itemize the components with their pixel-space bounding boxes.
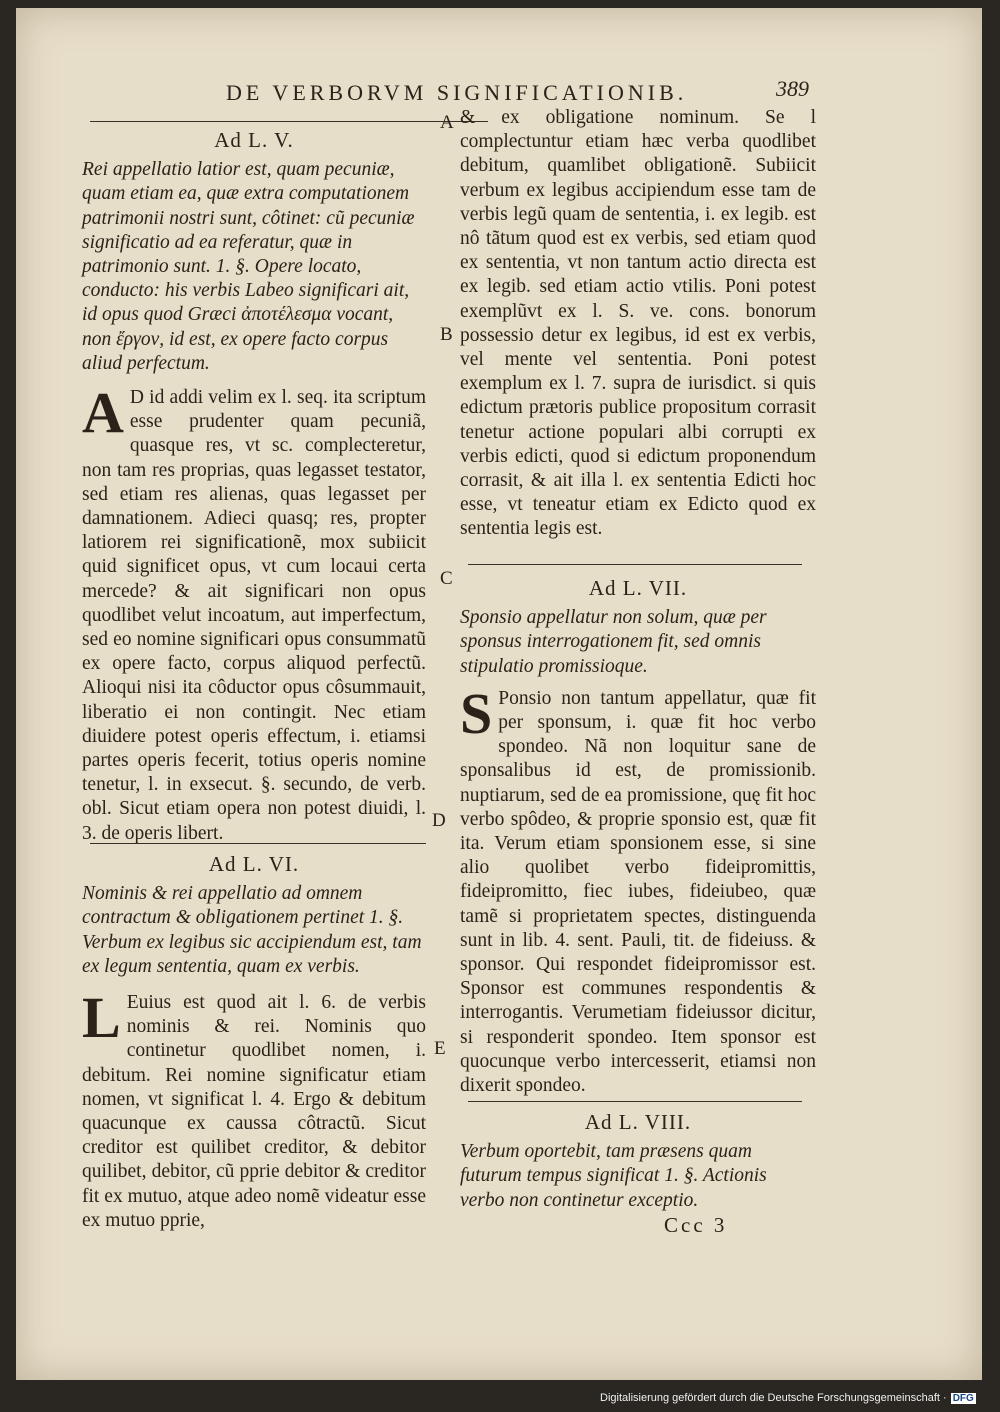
- running-head: DE VERBORVM SIGNIFICATIONIB.: [226, 80, 688, 105]
- margin-letter: B: [440, 324, 453, 345]
- right-column-middle: [460, 576, 816, 1098]
- page: [16, 8, 982, 1380]
- drop-capital: S: [460, 680, 493, 746]
- footer-text: Digitalisierung gefördert durch die Deutsche Forschungsgemeinschaft ·: [600, 1392, 947, 1404]
- footer: [600, 1392, 976, 1404]
- drop-capital: L: [82, 985, 121, 1051]
- lemma: Rei appellatio latior est, quam pecuniæ, quam etiam ea, quæ extra computationem patrimonii nostri sunt, côtinet: cũ pecuniæ significatio ad ea referatur, quæ in patrimonio sunt. 1. §. Opere locato, conducto: his verbis Labeo significari ait, id opus quod Græci ἀποτέλεσμα vocant, non ἔργον, id est, ex opere facto corpus aliud perfectum.: [82, 159, 415, 374]
- right-column: [460, 106, 816, 542]
- section-heading: Ad L. VIII.: [584, 1110, 692, 1134]
- rule: [90, 843, 426, 844]
- rule: [468, 1101, 802, 1102]
- margin-letter: A: [440, 112, 454, 133]
- margin-letter: E: [434, 1038, 446, 1059]
- margin-letter: C: [440, 568, 453, 589]
- commentary-text: Ponsio non tantum appellatur, quæ fit per sponsum, i. quæ fit hoc verbo spondeo. Nã non loquitur sane de sponsalibus id est, de promissionib. nuptiarum, sed de ea promissione, quę fit hoc verbo spôdeo, & proprie sponsio est, quæ fit ita. Verum etiam sponsionem esse, si sine alio quolibet verbo fideipromittis, fideipromitto, fiec iubes, fideiubeo, quæ tamẽ si proprietatem spectes, distinguenda sunt in lib. 4. sent. Pauli, tit. de fideiuss. & sponsor. Qui respondet fideipromissor est. Sponsor est communes respondentis & interrogantis. Verumetiam fideiussor dicitur, si responderit spondeo. Item sponsor est quocunque verbo intercesserit, etiamsi non dixerit spondeo.: [460, 687, 816, 1097]
- lemma: Sponsio appellatur non solum, quæ per sponsus interrogationem fit, sed omnis stipulatio promissioque.: [460, 607, 767, 677]
- commentary-text: D id addi velim ex l. seq. ita scriptum esse prudenter quam pecuniã, quasque res, vt sc. complecteretur, non tam res proprias, quas legasset testator, sed etiam res alienas, quas legasset per damnationem. Adieci quasq; res, propter latiorem rei significationẽ, mox subiicit quid significet opus, vt cum locaui certa mercede? & ait significari non opus quodlibet velut incoatum, aut imperfectum, sed eo nomine significari opus consummatũ ex opere facto, corpus aliquod perfectũ. Alioqui nisi ita côductor opus côsummauit, liberatio ei non contingit. Nec etiam diuidere potest operis effectum, i. etiamsi partes operis fecerit, totius operis nomine tenetur, l. in exsecut. §. secundo, de verb. obl. Sicut etiam opera non potest diuidi, l. 3. de operis libert.: [82, 387, 426, 844]
- signature-mark: Ccc 3: [664, 1213, 728, 1237]
- lemma: Nominis & rei appellatio ad omnem contractum & obligationem pertinet 1. §. Verbum ex legibus sic accipiendum est, tam ex legum sententia, quam ex verbis.: [82, 883, 422, 977]
- left-column: [82, 128, 426, 846]
- margin-letter: D: [432, 810, 446, 831]
- right-column-lower: [460, 1110, 816, 1213]
- section-heading: Ad L. VII.: [588, 576, 688, 600]
- rule: [90, 121, 488, 122]
- commentary: [82, 985, 426, 1233]
- lemma: Verbum oportebit, tam præsens quam futurum tempus significat 1. §. Actionis verbo non continetur exceptio.: [460, 1141, 767, 1211]
- section-heading: Ad L. V.: [214, 128, 294, 152]
- commentary: [82, 380, 426, 846]
- dfg-logo: DFG: [952, 1393, 974, 1404]
- page-number: 389: [776, 76, 809, 101]
- commentary: [460, 680, 816, 1098]
- rule: [468, 564, 802, 565]
- section-heading: Ad L. VI.: [208, 852, 300, 876]
- commentary-text: & ex obligatione nominum. Se l complectuntur etiam hæc verba quodlibet debitum, quamlibet obligationẽ. Subiicit verbum ex legibus accipiendum esse tam de verbis legũ quam de sententia, i. ex legib. est nô tãtum quod est ex verbis, sed etiam quod ex sententia, vt non tantum actio directa est ex legib. sed etiam actio vtilis. Poni potest exemplũvt ex l. S. ve. cons. bonorum possessio detur ex legibus, id est ex verbis, vel mente vel sententia. Poni potest exemplum ex l. 7. supra de iurisdict. si quis edictum prætoris publice propositum corrasit tenetur actione populari albi corrupti ex verbis edicti, quod si edictum proponendum corrasit, & ait illa l. ex sententia Edicti hoc esse, vt teneatur etiam ex Edicto quod ex sententia legis est.: [460, 107, 816, 540]
- drop-capital: A: [82, 380, 124, 446]
- left-column-lower: [82, 852, 426, 1233]
- commentary-text: Euius est quod ait l. 6. de verbis nominis & rei. Nominis quo continetur quodlibet nomen, i. debitum. Rei nomine significatur etiam nomen, vt significat l. 4. Ergo & debitum quacunque ex caussa côtractũ. Sicut creditor est quilibet creditor, & debitor quilibet, debitor, cũ pprie debitor & creditor fit ex mutuo, atque adeo nomẽ videatur esse ex mutuo pprie,: [82, 992, 426, 1231]
